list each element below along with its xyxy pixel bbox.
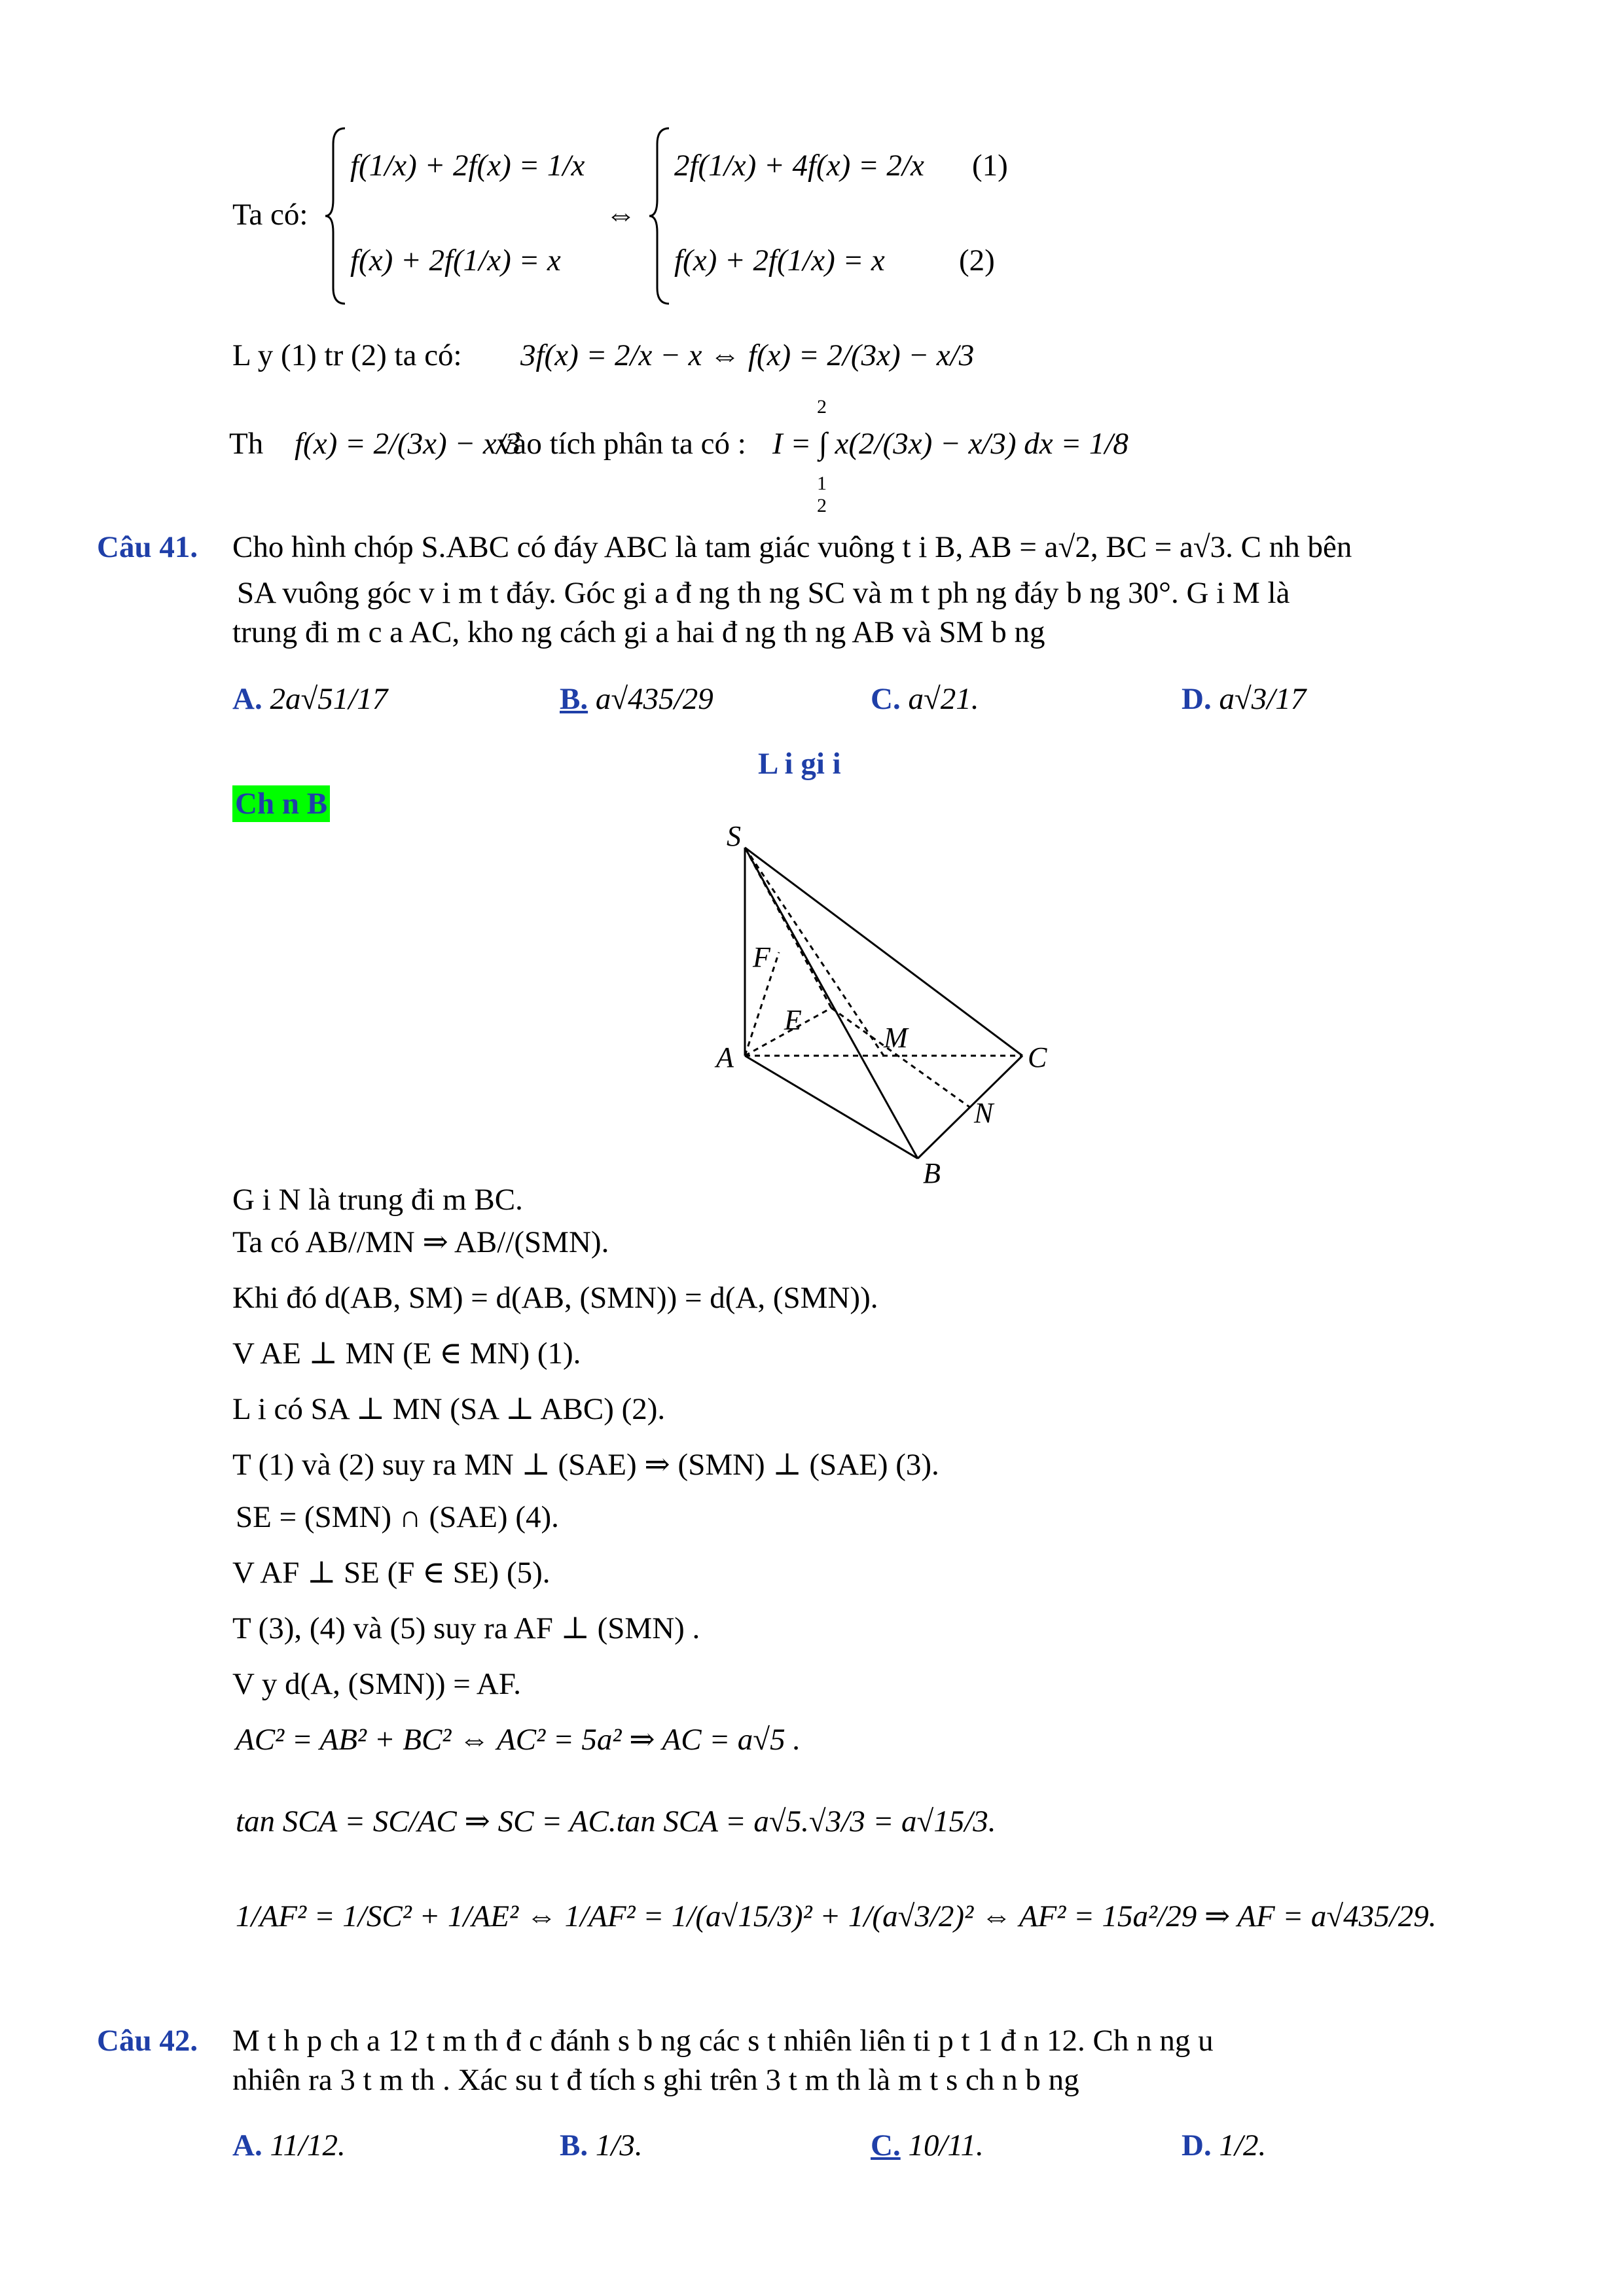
pyramid-figure (707, 821, 1074, 1188)
equiv-symbol: ⇔ (605, 198, 636, 232)
edge-ab (745, 1056, 918, 1158)
q42-option-a-letter: A. (232, 2128, 262, 2162)
line2-math: 3f(x) = 2/x − x ⇔ f(x) = 2/(3x) − x/3 (520, 338, 975, 372)
line3-prefix: Th (229, 427, 264, 461)
q41-option-a-value: 2a√51/17 (270, 682, 388, 716)
q41-text-line2: SA vuông góc v i m t đáy. Góc gi a đ ng th ng SC và m t ph ng đáy b ng 30°. G i M là (237, 576, 1290, 610)
q42-option-b[interactable] (560, 2127, 643, 2164)
solution-line-9: T (3), (4) và (5) suy ra AF ⊥ (SMN) . (232, 1611, 700, 1645)
q42-option-d-value: 1/2. (1219, 2128, 1267, 2162)
int-upper: 2 (817, 396, 827, 418)
q41-option-c-letter: C. (871, 682, 901, 716)
sys2-eq1-tag: (1) (972, 149, 1008, 183)
label-s: S (727, 821, 741, 852)
solution-af-line: 1/AF² = 1/SC² + 1/AE² ⇔ 1/AF² = 1/(a√15/3)² + 1/(a√3/2)² ⇔ AF² = 15a²/29 ⇒ AF = a√435/29. (236, 1899, 1437, 1933)
q41-option-b-value: a√435/29 (595, 682, 713, 716)
ta-co-label: Ta có: (232, 198, 308, 232)
solution-line-10: V y d(A, (SMN)) = AF. (232, 1667, 521, 1701)
q42-option-a[interactable] (232, 2127, 346, 2164)
q42-option-d-letter: D. (1182, 2128, 1212, 2162)
label-n: N (974, 1097, 994, 1129)
solution-line-7: SE = (SMN) ∩ (SAE) (4). (236, 1500, 559, 1534)
line2-prefix: L y (1) tr (2) ta có: (232, 338, 462, 372)
sys1-eq1: f(1/x) + 2f(x) = 1/x (350, 149, 585, 183)
sys1-eq2: f(x) + 2f(1/x) = x (350, 243, 561, 278)
q41-option-a[interactable] (232, 681, 388, 717)
q42-option-a-value: 11/12. (270, 2128, 346, 2162)
label-f: F (753, 941, 770, 973)
solution-line-1: G i N là trung đi m BC. (232, 1183, 523, 1217)
int-lower-den: 2 (817, 495, 827, 516)
q42-text-line2: nhiên ra 3 t m th . Xác su t đ tích s ghi trên 3 t m th là m t s ch n b ng (232, 2063, 1079, 2097)
label-e: E (784, 1004, 802, 1036)
system-right-brace (648, 124, 674, 308)
q42-text-line1: M t h p ch a 12 t m th đ c đánh s b ng các s t nhiên liên ti p t 1 đ n 12. Ch n ng u (232, 2024, 1214, 2058)
solution-line-11: AC² = AB² + BC² ⇔ AC² = 5a² ⇒ AC = a√5 . (236, 1723, 801, 1757)
q41-option-d-value: a√3/17 (1219, 682, 1307, 716)
int-lower-num: 1 (817, 473, 827, 494)
q41-option-d[interactable] (1182, 681, 1306, 717)
q42-option-c-letter: C. (871, 2128, 901, 2162)
q42-option-d[interactable] (1182, 2127, 1266, 2164)
solution-line-4: V AE ⊥ MN (E ∈ MN) (1). (232, 1336, 581, 1371)
solution-line-2: Ta có AB//MN ⇒ AB//(SMN). (232, 1225, 609, 1259)
q42-option-c[interactable] (871, 2127, 984, 2164)
q42-option-c-value: 10/11. (908, 2128, 984, 2162)
q42-label: Câu 42. (97, 2024, 198, 2058)
label-b: B (923, 1157, 941, 1188)
q41-label: Câu 41. (97, 530, 198, 564)
solution-title: L i gi i (758, 747, 841, 781)
label-a: A (716, 1041, 734, 1073)
line3-fx: f(x) = 2/(3x) − x/3 (295, 427, 521, 461)
q41-option-b-letter: B. (560, 682, 588, 716)
solution-line-8: V AF ⊥ SE (F ∈ SE) (5). (232, 1556, 550, 1590)
q41-option-d-letter: D. (1182, 682, 1212, 716)
sys2-eq1: 2f(1/x) + 4f(x) = 2/x (674, 149, 924, 183)
q41-option-a-letter: A. (232, 682, 262, 716)
q41-option-b[interactable] (560, 681, 713, 717)
sys2-eq2-tag: (2) (959, 243, 995, 278)
q41-option-c[interactable] (871, 681, 979, 717)
solution-line-6: T (1) và (2) suy ra MN ⊥ (SAE) ⇒ (SMN) ⊥ (SAE) (3). (232, 1448, 939, 1482)
solution-line-3: Khi đó d(AB, SM) = d(AB, (SMN)) = d(A, (SMN)). (232, 1281, 878, 1315)
q41-text-line3: trung đi m c a AC, kho ng cách gi a hai đ ng th ng AB và SM b ng (232, 615, 1045, 649)
q42-option-b-letter: B. (560, 2128, 588, 2162)
solution-tan-line: tan SCA = SC/AC ⇒ SC = AC.tan SCA = a√5.√3/3 = a√15/3. (236, 1804, 996, 1839)
system-left-brace (324, 124, 350, 308)
q41-option-c-value: a√21. (908, 682, 979, 716)
answer-badge: Ch n B (232, 785, 330, 822)
line3-integral: I = ∫ x(2/(3x) − x/3) dx = 1/8 (772, 427, 1128, 461)
label-m: M (884, 1022, 908, 1054)
label-c: C (1028, 1041, 1047, 1073)
q42-option-b-value: 1/3. (595, 2128, 643, 2162)
solution-line-5: L i có SA ⊥ MN (SA ⊥ ABC) (2). (232, 1392, 666, 1426)
sys2-eq2: f(x) + 2f(1/x) = x (674, 243, 885, 278)
line3-mid: vào tích phân ta có : (497, 427, 746, 461)
q41-text-line1: Cho hình chóp S.ABC có đáy ABC là tam giác vuông t i B, AB = a√2, BC = a√3. C nh bên (232, 530, 1352, 564)
